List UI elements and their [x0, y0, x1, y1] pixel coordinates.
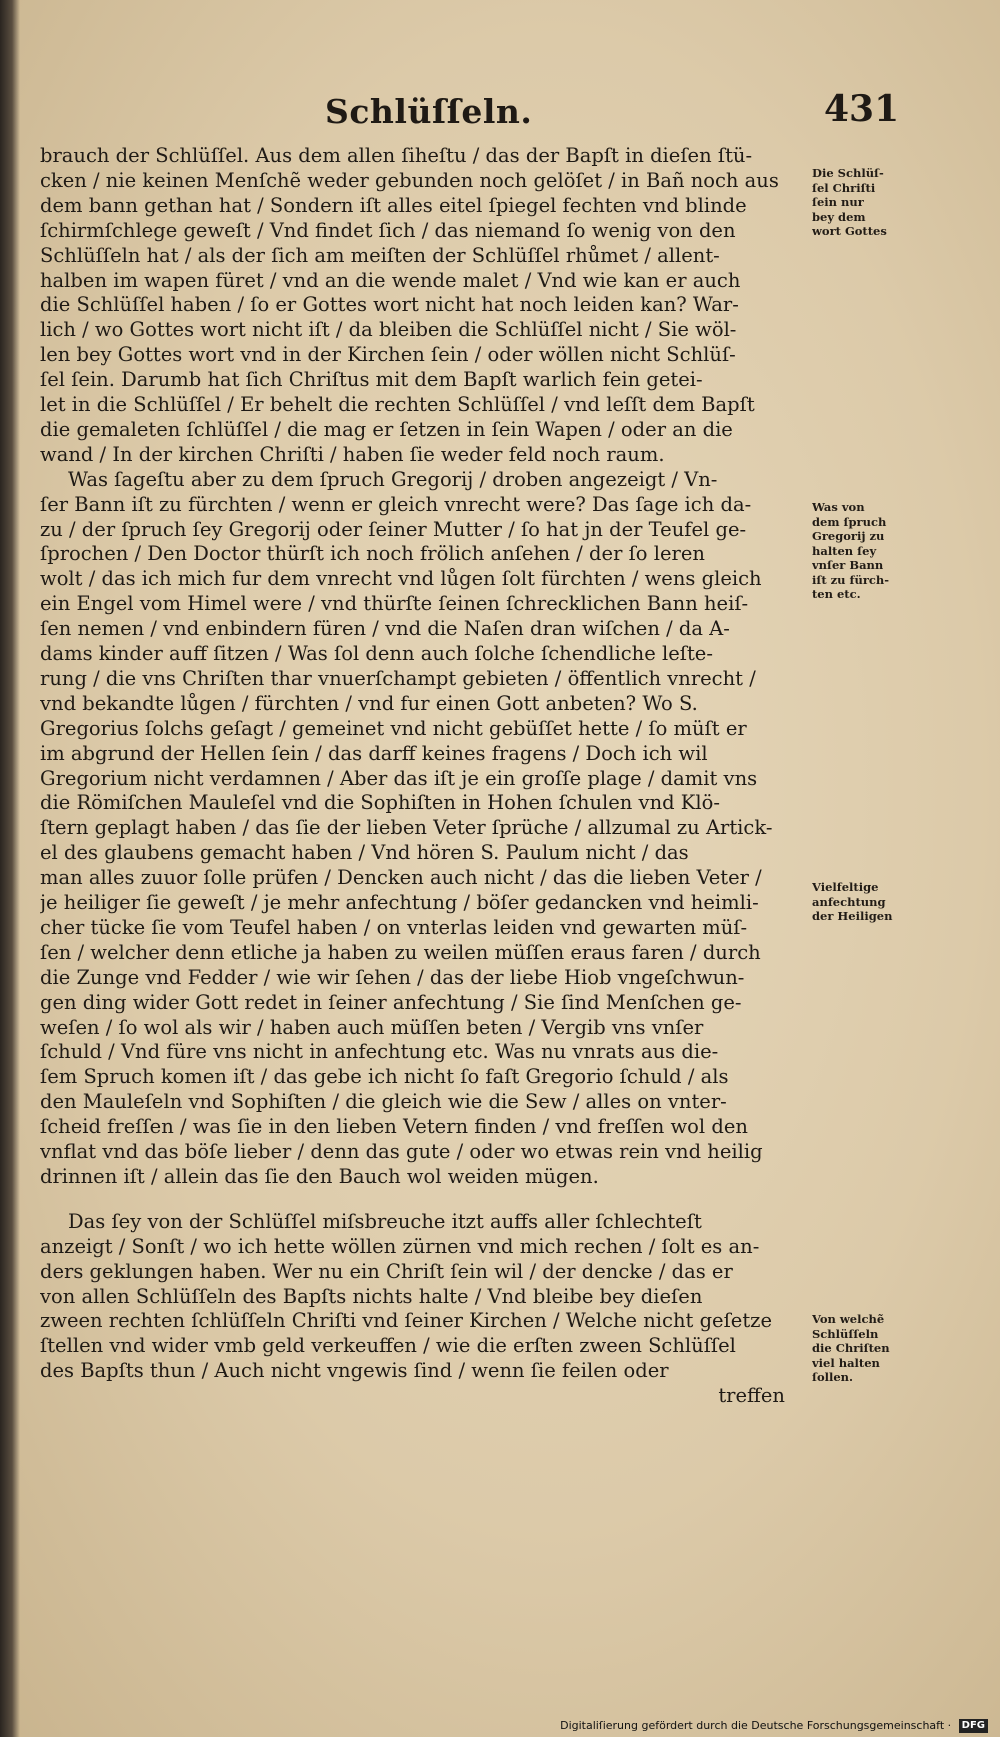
text-line: vnd bekandte lůgen / fürchten / vnd fur einen Gott anbeten? Wo S.	[40, 691, 698, 715]
text-line: man alles zuuor ſolle prüfen / Dencken auch nicht / das die lieben Veter /	[40, 866, 762, 890]
margin-note-line: Gregorij zu	[812, 529, 885, 543]
margin-note-line: viel halten	[812, 1355, 880, 1370]
page-binding-edge	[0, 0, 20, 1737]
text-line: des Bapſts thun / Auch nicht vngewis ſind / wenn ſie feilen oder	[40, 1359, 669, 1383]
text-line: ſchuld / Vnd füre vns nicht in anfechtung etc. Was nu vnrats aus die-	[40, 1040, 719, 1064]
text-line: gen ding wider Gott redet in ſeiner anfechtung / Sie ſind Menſchen ge-	[40, 990, 742, 1014]
text-line: Was ſageſtu aber zu dem ſpruch Gregorij / droben angezeigt / Vn-	[68, 467, 718, 491]
text-line: brauch der Schlüſſel. Aus dem allen ſiheſtu / das der Bapſt in dieſen ſtü-	[40, 144, 753, 167]
margin-note-line: die Chriſten	[812, 1341, 890, 1355]
margin-note-line: Von welchẽ	[812, 1312, 885, 1326]
text-line: zween rechten ſchlüſſeln Chriſti vnd ſeiner Kirchen / Welche nicht geſetze	[40, 1309, 772, 1333]
text-line: ſen / welcher denn etliche ja haben zu weilen müſſen eraus faren / durch	[40, 940, 761, 964]
margin-note-line: dem ſpruch	[812, 514, 887, 529]
credit-text: Digitaliſierung gefördert durch die Deutsche Forschungsgemeinschaft ·	[560, 1719, 952, 1732]
margin-note-line: Schlüſſeln	[812, 1326, 879, 1341]
text-line: Schlüſſeln hat / als der ſich am meiſten der Schlüſſel rhůmet / allent-	[40, 243, 720, 267]
text-line: den Mauleſeln vnd Sophiſten / die gleich wie die Sew / alles on vnter-	[40, 1090, 727, 1114]
text-line: halben im wapen füret / vnd an die wende malet / Vnd wie kan er auch	[40, 268, 741, 292]
text-line: ſem Spruch komen iſt / das gebe ich nicht ſo faſt Gregorio ſchuld / als	[40, 1065, 729, 1089]
text-line: wolt / das ich mich fur dem vnrecht vnd lůgen ſolt fürchten / wens gleich	[40, 567, 762, 591]
text-line: Das ſey von der Schlüſſel miſsbreuche itzt auffs aller ſchlechteſt	[68, 1209, 702, 1233]
digitization-credit	[560, 1719, 988, 1733]
margin-note-line: ten etc.	[812, 587, 861, 601]
text-line: Gregorium nicht verdamnen / Aber das iſt je ein groſſe plage / damit vns	[40, 766, 758, 790]
text-line: zu / der ſpruch ſey Gregorij oder ſeiner Mutter / ſo hat jn der Teufel ge-	[40, 517, 747, 541]
text-line: ein Engel vom Himel were / vnd thürſte ſeinen ſchrecklichen Bann heiſ-	[40, 592, 749, 616]
text-line: drinnen iſt / allein das ſie den Bauch wol weiden mügen.	[40, 1164, 599, 1188]
text-line: wand / In der kirchen Chriſti / haben ſie weder feld noch raum.	[40, 442, 665, 466]
text-line: anzeigt / Sonſt / wo ich hette wöllen zürnen vnd mich rechen / ſolt es an-	[40, 1234, 760, 1258]
margin-note-line: bey dem	[812, 209, 866, 224]
margin-note-line: halten ſey	[812, 543, 877, 558]
text-line: treffen	[718, 1384, 785, 1408]
text-line: lich / wo Gottes wort nicht iſt / da bleiben die Schlüſſel nicht / Sie wöl-	[40, 318, 737, 342]
running-head: Schlüſſeln.	[325, 92, 533, 131]
margin-note-line: ſollen.	[812, 1370, 854, 1384]
margin-note-line: iſt zu fürch-	[812, 572, 890, 587]
text-line: dem bann gethan hat / Sondern iſt alles eitel ſpiegel fechten vnd blinde	[40, 193, 747, 217]
text-line: ſchirmſchlege geweſt / Vnd findet ſich / das niemand ſo wenig von den	[40, 218, 736, 242]
text-line: die Zunge vnd Fedder / wie wir ſehen / das der liebe Hiob vngeſchwun-	[40, 965, 745, 989]
page-number: 431	[824, 88, 900, 130]
text-line: len bey Gottes wort vnd in der Kirchen ſein / oder wöllen nicht Schlüſ-	[40, 343, 736, 367]
margin-note-welche-schluessel	[812, 1312, 910, 1385]
text-line: ſtellen vnd wider vmb geld verkeuffen / wie die erſten zween Schlüſſel	[40, 1334, 736, 1358]
text-line: die Schlüſſel haben / ſo er Gottes wort nicht hat noch leiden kan? War-	[40, 293, 739, 317]
text-line: weſen / ſo wol als wir / haben auch müſſen beten / Vergib vns vnſer	[40, 1015, 704, 1039]
text-line: cken / nie keinen Menſchẽ weder gebunden noch gelöſet / in Bañ noch aus	[40, 168, 779, 192]
margin-note-line: ſel Chriſti	[812, 180, 876, 195]
margin-note-anfechtung-heiligen	[812, 880, 910, 924]
text-line: von allen Schlüſſeln des Bapſts nichts halte / Vnd bleibe bey dieſen	[40, 1284, 703, 1308]
text-line: rung / die vns Chriſten thar vnuerſchampt gebieten / öffentlich vnrecht /	[40, 666, 756, 690]
margin-note-schluessel-wort-gottes	[812, 166, 910, 239]
dfg-logo: DFG	[959, 1719, 988, 1733]
text-line: el des glaubens gemacht haben / Vnd hören S. Paulum nicht / das	[40, 841, 689, 865]
text-line: die Römiſchen Mauleſel vnd die Sophiſten in Hohen ſchulen vnd Klö-	[40, 791, 720, 815]
margin-note-line: wort Gottes	[812, 224, 887, 238]
margin-note-line: anfechtung	[812, 894, 886, 909]
text-line: ſtern geplagt haben / das ſie der lieben Veter ſprüche / allzumal zu Artick-	[40, 816, 773, 840]
margin-note-spruch-gregorij	[812, 500, 910, 602]
text-line: Gregorius ſolchs geſagt / gemeinet vnd nicht gebüſſet hette / ſo müſt er	[40, 716, 747, 740]
margin-note-line: vnſer Bann	[812, 558, 884, 572]
text-line: ſel ſein. Darumb hat ſich Chriſtus mit dem Bapſt warlich fein getei-	[40, 368, 703, 392]
margin-note-line: Die Schlüſ-	[812, 166, 884, 180]
text-line: ders geklungen haben. Wer nu ein Chriſt ſein wil / der dencke / das er	[40, 1259, 733, 1283]
margin-note-line: Vielfeltige	[812, 880, 879, 894]
text-line: cher tücke ſie vom Teufel haben / on vnterlas leiden vnd gewarten müſ-	[40, 915, 748, 939]
text-line: ſprochen / Den Doctor thürſt ich noch frölich anſehen / der ſo leren	[40, 542, 705, 566]
text-line: let in die Schlüſſel / Er behelt die rechten Schlüſſel / vnd leſſt dem Bapſt	[40, 393, 755, 416]
text-line: die gemaleten ſchlüſſel / die mag er ſetzen in ſein Wapen / oder an die	[40, 417, 733, 441]
margin-note-line: der Heiligen	[812, 909, 893, 923]
margin-note-line: Was von	[812, 500, 865, 514]
text-line: ſer Bann iſt zu fürchten / wenn er gleich vnrecht were? Das ſage ich da-	[40, 492, 752, 516]
text-line: ſen nemen / vnd enbindern füren / vnd die Naſen dran wiſchen / da A-	[40, 617, 730, 641]
text-line: je heiliger ſie geweſt / je mehr anfechtung / böſer gedancken vnd heimli-	[40, 891, 759, 914]
text-line: vnflat vnd das böſe lieber / denn das gute / oder wo etwas rein vnd heilig	[40, 1140, 763, 1163]
margin-note-line: ſein nur	[812, 195, 864, 209]
text-line: im abgrund der Hellen ſein / das darff keines fragens / Doch ich wil	[40, 741, 708, 765]
text-line: dams kinder auff ſitzen / Was ſol denn auch ſolche ſchendliche leſte-	[40, 642, 713, 665]
text-line: ſcheid freſſen / was ſie in den lieben Vetern finden / vnd freſſen wol den	[40, 1115, 748, 1139]
